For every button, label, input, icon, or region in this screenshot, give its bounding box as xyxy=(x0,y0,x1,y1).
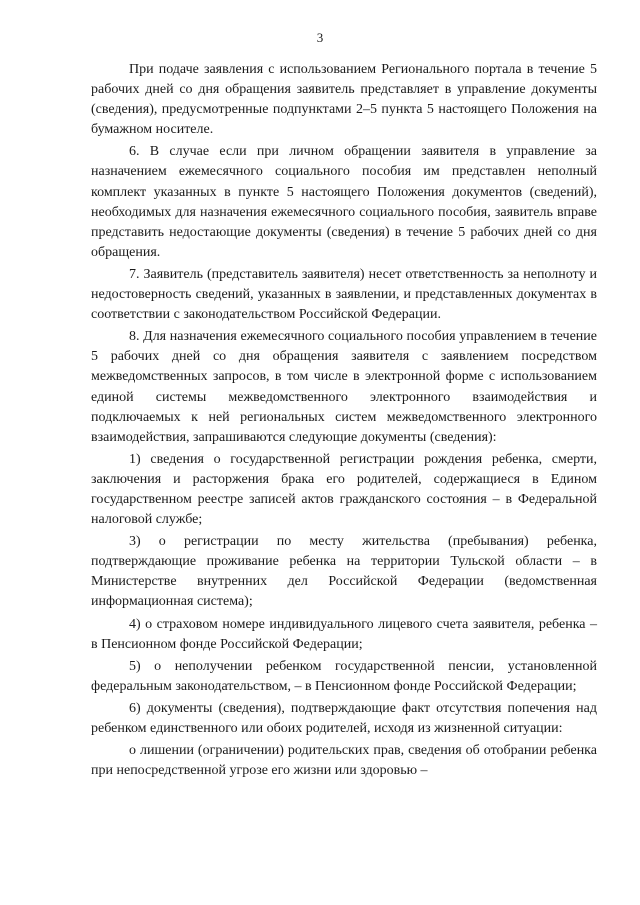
paragraph-deprivation-rights: о лишении (ограничении) родительских прав, сведения об отобрании ребенка при непосредственной угрозе его жизни или здоровью – xyxy=(91,743,597,779)
paragraph-regional-portal: При подаче заявления с использованием Регионального портала в течение 5 рабочих дней со дня обращения заявитель представляет в управление документы (сведения), предусмотренные подпунктами 2–5 пункта 5 настоящего Положения на бумажном носителе. xyxy=(91,62,597,138)
document-body xyxy=(91,60,597,783)
page-number: 3 xyxy=(316,30,324,45)
paragraph-item-8: 8. Для назначения ежемесячного социального пособия управлением в течение 5 рабочих дней со дня обращения заявителя с заявлением посредством межведомственных запросов, в том числе в электронной форме с использованием единой системы межведомственного электронного взаимодействия и подключаемых к ней региональных систем межведомственного электронного взаимодействия, запрашиваются следующие документы (сведения): xyxy=(91,329,597,445)
paragraph-subitem-5: 5) о неполучении ребенком государственной пенсии, установленной федеральным законодательством, – в Пенсионном фонде Российской Федерации; xyxy=(91,658,597,694)
paragraph-subitem-3: 3) о регистрации по месту жительства (пребывания) ребенка, подтверждающие проживание ребенка на территории Тульской области – в Министерстве внутренних дел Российской Федерации (ведомственная информационная система); xyxy=(91,534,597,610)
paragraph-item-7: 7. Заявитель (представитель заявителя) несет ответственность за неполноту и недостоверность сведений, указанных в заявлении, и представленных документах в соответствии с законодательством Российской Федерации. xyxy=(91,266,597,323)
paragraph-subitem-1: 1) сведения о государственной регистрации рождения ребенка, смерти, заключения и расторжения брака его родителей, содержащиеся в Едином государственном реестре записей актов гражданского состояния – в Федеральной налоговой службе; xyxy=(91,451,597,528)
paragraph-subitem-4: 4) о страховом номере индивидуального лицевого счета заявителя, ребенка – в Пенсионном фонде Российской Федерации; xyxy=(91,616,597,652)
paragraph-subitem-6: 6) документы (сведения), подтверждающие факт отсутствия попечения над ребенком единственного или обоих родителей, исходя из жизненной ситуации: xyxy=(91,700,597,736)
paragraph-item-6: 6. В случае если при личном обращении заявителя в управление за назначением ежемесячного социального пособия им представлен неполный комплект указанных в пункте 5 настоящего Положения документов (сведений), необходимых для назначения ежемесячного социального пособия, заявитель вправе представить недостающие документы (сведения) в течение 5 рабочих дней со дня обращения. xyxy=(91,144,597,260)
